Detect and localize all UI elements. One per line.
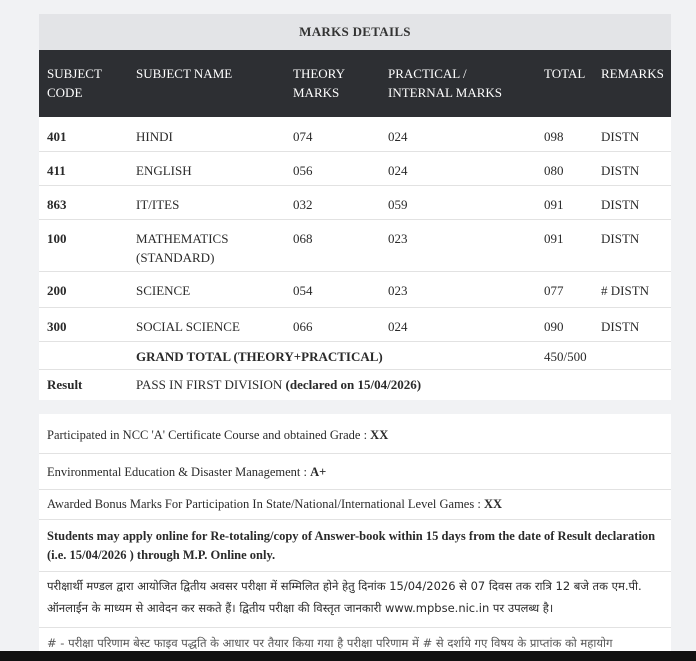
- theory-marks: 032: [293, 197, 313, 212]
- grand-total-value: 450/500: [544, 349, 587, 364]
- total-marks: 091: [544, 197, 564, 212]
- subject-code: 411: [47, 163, 66, 178]
- remarks: DISTN: [601, 129, 640, 144]
- header-total: TOTAL: [544, 66, 586, 81]
- total-marks: 098: [544, 129, 564, 144]
- remarks: DISTN: [601, 231, 640, 246]
- total-marks: 077: [544, 283, 564, 298]
- practical-marks: 023: [388, 283, 408, 298]
- env-label: Environmental Education & Disaster Management :: [47, 465, 307, 479]
- total-marks: 080: [544, 163, 564, 178]
- ncc-grade-row: [39, 414, 671, 454]
- table-row: [39, 185, 671, 220]
- practical-marks: 024: [388, 129, 408, 144]
- marks-details-card: [39, 14, 671, 400]
- practical-marks: 024: [388, 319, 408, 334]
- subject-code: 863: [47, 197, 67, 212]
- env-education-row: [39, 454, 671, 490]
- subject-name: SOCIAL SCIENCE: [136, 319, 240, 334]
- subject-name: ENGLISH: [136, 163, 192, 178]
- theory-marks: 068: [293, 231, 313, 246]
- bonus-label: Awarded Bonus Marks For Participation In State/National/International Level Games :: [47, 497, 481, 511]
- env-value: A+: [310, 465, 327, 479]
- subject-code: 100: [47, 231, 67, 246]
- result-value: PASS IN FIRST DIVISION (declared on 15/04/2026): [136, 377, 422, 392]
- grand-total-row: [39, 341, 671, 370]
- header-theory-marks: THEORY MARKS: [293, 66, 345, 100]
- table-row: [39, 271, 671, 308]
- result-row: [39, 369, 671, 400]
- theory-marks: 054: [293, 283, 313, 298]
- remarks: DISTN: [601, 197, 640, 212]
- header-subject-name: SUBJECT NAME: [136, 66, 233, 81]
- practical-marks: 024: [388, 163, 408, 178]
- subject-code: 300: [47, 319, 67, 334]
- result-declared: (declared on 15/04/2026): [285, 377, 422, 392]
- footnote-text: # - परीक्षा परिणाम बेस्ट फाइव पद्धति के आधार पर तैयार किया गया है परीक्षा परिणाम में # से दर्शाये गए विषय के प्राप्तांक को महायोग: [47, 636, 613, 650]
- practical-marks: 059: [388, 197, 408, 212]
- ncc-label: Participated in NCC 'A' Certificate Course and obtained Grade :: [47, 428, 368, 442]
- table-row: [39, 151, 671, 186]
- retotaling-notice: Students may apply online for Re-totaling/copy of Answer-book within 15 days from the date of Result declaration (i.e. 15/04/2026 ) through M.P. Online only.: [39, 520, 671, 572]
- subject-code: 200: [47, 283, 67, 298]
- marks-details-title: MARKS DETAILS: [39, 14, 671, 50]
- subject-name: IT/ITES: [136, 197, 180, 212]
- hindi-notice: परीक्षार्थी मण्डल द्वारा आयोजित द्वितीय अवसर परीक्षा में सम्मिलित होने हेतु दिनांक 15/04/2026 से 07 दिवस तक रात्रि 12 बजे तक एम.पी. ऑनलाईन के माध्यम से आवेदन कर सकते हैं। द्वितीय परीक्षा की विस्तृत जानकारी www.mpbse.nic.in पर उपलब्ध है।: [39, 572, 671, 628]
- header-remarks: REMARKS: [601, 66, 664, 81]
- table-row: [39, 307, 671, 342]
- remarks: DISTN: [601, 319, 640, 334]
- ncc-value: XX: [370, 428, 389, 442]
- bonus-value: XX: [483, 497, 503, 511]
- additional-info-card: [39, 414, 671, 661]
- table-row: [39, 117, 671, 152]
- theory-marks: 056: [293, 163, 313, 178]
- subject-name: SCIENCE: [136, 283, 191, 298]
- header-subject-code: SUBJECT CODE: [47, 66, 102, 100]
- theory-marks: 066: [293, 319, 313, 334]
- total-marks: 090: [544, 319, 564, 334]
- remarks: # DISTN: [601, 283, 650, 298]
- practical-marks: 023: [388, 231, 408, 246]
- subject-name: HINDI: [136, 129, 173, 144]
- bonus-marks-row: [39, 490, 671, 520]
- header-practical-marks: PRACTICAL / INTERNAL MARKS: [388, 66, 502, 100]
- theory-marks: 074: [293, 129, 313, 144]
- subject-name: MATHEMATICS (STANDARD): [136, 231, 229, 265]
- total-marks: 091: [544, 231, 564, 246]
- table-row: [39, 219, 671, 272]
- result-label: Result: [47, 377, 83, 392]
- bottom-edge-bar: [0, 651, 696, 661]
- marks-table-header: [39, 50, 671, 117]
- grand-total-label: GRAND TOTAL (THEORY+PRACTICAL): [136, 349, 383, 364]
- remarks: DISTN: [601, 163, 640, 178]
- subject-code: 401: [47, 129, 67, 144]
